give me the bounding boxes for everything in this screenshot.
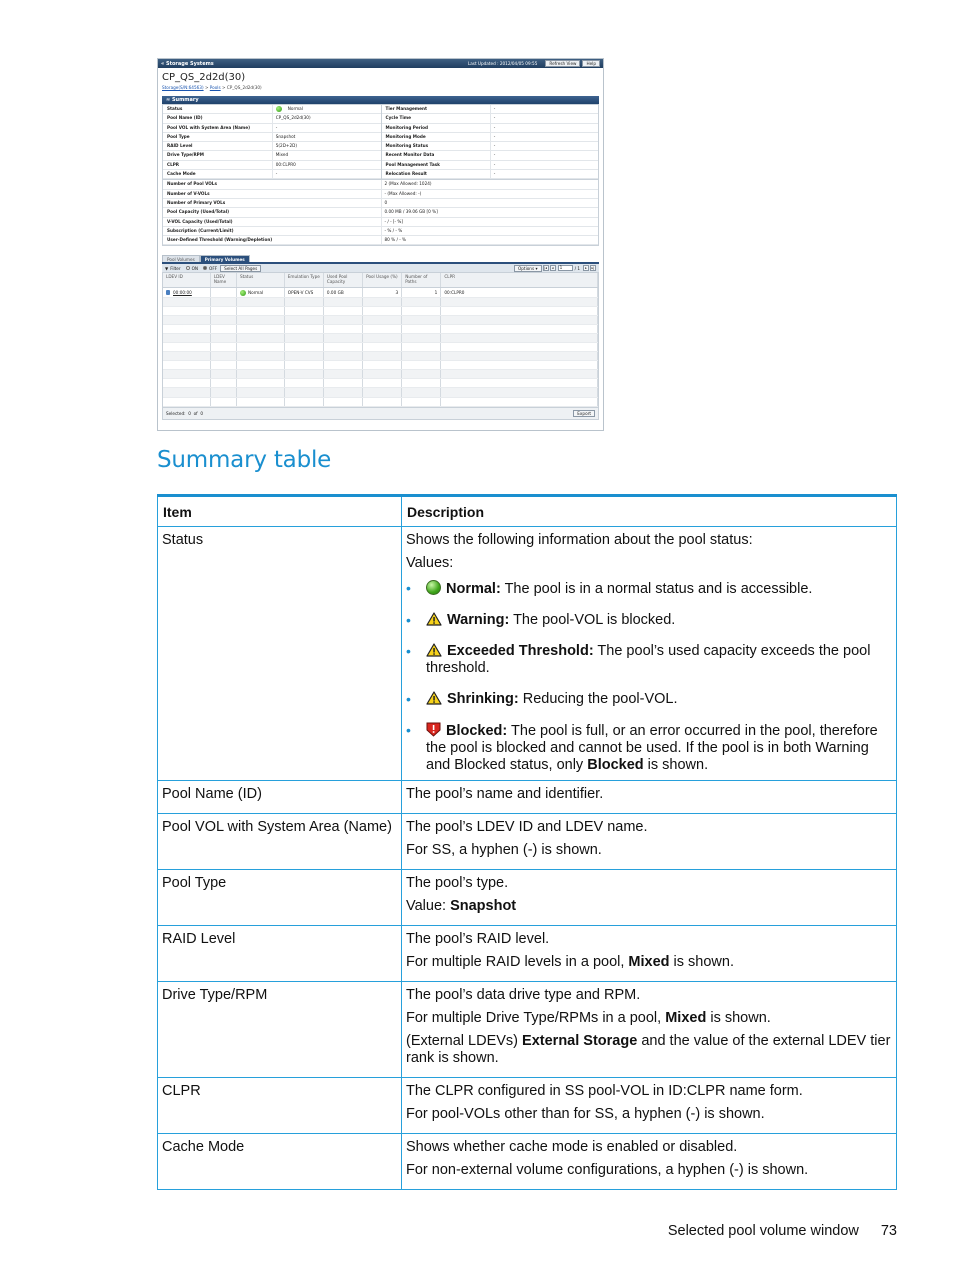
breadcrumb-current: CP_QS_2d2d(30) xyxy=(226,85,262,90)
summary-full-rows xyxy=(162,180,599,246)
summary-header[interactable] xyxy=(162,96,599,104)
grid-cell xyxy=(363,352,402,360)
grid-cell xyxy=(441,379,598,387)
grid-cell xyxy=(363,370,402,378)
description-cell: The CLPR configured in SS pool-VOL in ID:CLPR name form. For pool-VOLs other than for SS, a hyphen (-) is shown. xyxy=(402,1078,897,1134)
volume-tabs xyxy=(162,255,599,262)
grid-cell-clpr: 00:CLPR0 xyxy=(441,288,598,296)
blocked-icon xyxy=(426,722,441,737)
page-number-input[interactable]: 1 xyxy=(558,265,573,271)
table-row xyxy=(158,527,897,781)
grid-cell-ldev-id[interactable]: 00:00:00 xyxy=(163,288,211,296)
summary-value: - (Max Allowed: -) xyxy=(381,190,599,198)
grid-cell xyxy=(211,334,237,342)
item-cell: CLPR xyxy=(158,1078,402,1134)
table-row xyxy=(163,352,598,361)
first-page-icon[interactable]: |◂ xyxy=(544,266,548,271)
last-updated: Last Updated : 2012/04/05 09:55 xyxy=(467,61,538,66)
col-description-header: Description xyxy=(402,496,897,527)
grid-column-header[interactable]: LDEV ID xyxy=(163,273,211,287)
table-row xyxy=(158,982,897,1078)
summary-value: 0.00 MB / 39.06 GB [0 %] xyxy=(381,208,599,216)
grid-cell-paths: 1 xyxy=(402,288,441,296)
grid-cell xyxy=(402,388,441,396)
grid-cell xyxy=(324,325,363,333)
list-item: • Blocked: The pool is full, or an error occurred in the pool, therefore the pool is blocked and cannot be used. If the pool is in both Warning and Blocked status, only Blocked is shown. xyxy=(406,722,891,774)
summary-value: - xyxy=(490,114,598,122)
description-cell: The pool’s data drive type and RPM. For multiple Drive Type/RPMs in a pool, Mixed is shown. (External LDEVs) External Storage and the value of the external LDEV tier rank is shown. xyxy=(402,982,897,1078)
selected-count: Selected: 0 of 0 xyxy=(166,410,203,416)
summary-row xyxy=(163,124,381,133)
grid-cell-status: Normal xyxy=(237,288,285,296)
grid-cell xyxy=(324,370,363,378)
pool-window-screenshot xyxy=(157,58,604,431)
footer-section-title: Selected pool volume window xyxy=(667,1223,859,1239)
summary-row xyxy=(382,151,599,160)
tab-pool-volumes[interactable]: Pool Volumes xyxy=(162,255,200,262)
table-row xyxy=(163,298,598,307)
summary-value: 5(2D+2D) xyxy=(272,142,381,150)
grid-cell xyxy=(324,316,363,324)
summary-row xyxy=(382,170,599,179)
grid-cell xyxy=(285,398,324,406)
grid-cell xyxy=(402,379,441,387)
summary-key: V-VOL Capacity (Used/Total) xyxy=(163,218,381,226)
grid-cell xyxy=(163,316,211,324)
options-button[interactable] xyxy=(514,265,542,272)
summary-row xyxy=(382,133,599,142)
table-row xyxy=(163,370,598,379)
summary-value: - xyxy=(490,124,598,132)
description-cell: The pool’s LDEV ID and LDEV name. For SS, a hyphen (-) is shown. xyxy=(402,814,897,870)
item-cell: Pool VOL with System Area (Name) xyxy=(158,814,402,870)
filter-off-label: OFF xyxy=(209,265,218,271)
next-page-icon[interactable]: ▸ xyxy=(583,265,589,271)
grid-cell xyxy=(163,343,211,351)
table-row xyxy=(158,1134,897,1190)
table-row xyxy=(163,325,598,334)
prev-page-icon[interactable]: ◂ xyxy=(550,265,556,271)
grid-cell xyxy=(237,307,285,315)
summary-right xyxy=(381,105,599,179)
summary-value: 00:CLPR0 xyxy=(272,161,381,169)
summary-row xyxy=(163,114,381,123)
grid-cell xyxy=(441,361,598,369)
status-intro: Shows the following information about the pool status: xyxy=(406,532,753,548)
filter-label: Filter xyxy=(170,265,181,271)
grid-column-header[interactable]: Pool Usage (%) xyxy=(363,273,402,287)
table-row xyxy=(158,781,897,814)
volume-icon xyxy=(166,290,170,295)
breadcrumb-sep: > xyxy=(222,85,226,90)
summary-value: - xyxy=(272,124,381,132)
grid-column-header[interactable]: Number of Paths xyxy=(402,273,441,287)
table-row xyxy=(158,926,897,982)
grid-cell xyxy=(324,361,363,369)
list-item: • Exceeded Threshold: The pool’s used capacity exceeds the pool threshold. xyxy=(406,643,891,677)
summary-row xyxy=(163,218,598,227)
breadcrumb-storage[interactable]: Storage(S/N:64563) xyxy=(162,85,204,90)
pool-page-title: CP_QS_2d2d(30) xyxy=(162,72,246,83)
primary-volumes-grid xyxy=(162,272,599,407)
grid-cell xyxy=(402,298,441,306)
summary-value: Normal xyxy=(272,105,381,113)
grid-cell xyxy=(363,361,402,369)
grid-cell xyxy=(402,370,441,378)
summary-key: Status xyxy=(163,105,272,113)
grid-cell xyxy=(363,334,402,342)
summary-key: CLPR xyxy=(163,161,272,169)
grid-cell xyxy=(441,398,598,406)
grid-cell xyxy=(324,388,363,396)
page-number: 73 xyxy=(880,1223,897,1239)
grid-cell xyxy=(237,316,285,324)
table-row xyxy=(158,870,897,926)
summary-value: - % / - % xyxy=(381,227,599,235)
grid-cell xyxy=(363,343,402,351)
status-values-label: Values: xyxy=(406,555,454,571)
grid-cell xyxy=(324,379,363,387)
grid-cell xyxy=(163,307,211,315)
page-total: / 1 xyxy=(574,265,580,271)
summary-key: RAID Level xyxy=(163,142,272,150)
summary-row xyxy=(163,161,381,170)
grid-cell xyxy=(363,316,402,324)
summary-row xyxy=(163,105,381,114)
summary-value: - xyxy=(490,151,598,159)
grid-cell xyxy=(237,334,285,342)
col-item-header: Item xyxy=(158,496,402,527)
table-row xyxy=(163,316,598,325)
grid-body xyxy=(163,288,598,406)
grid-cell xyxy=(285,334,324,342)
item-cell: Pool Type xyxy=(158,870,402,926)
table-row xyxy=(163,343,598,352)
summary-row xyxy=(163,142,381,151)
summary-value: 0 xyxy=(381,199,599,207)
grid-cell-used: 0.00 GB xyxy=(324,288,363,296)
summary-row xyxy=(382,114,599,123)
item-cell: Drive Type/RPM xyxy=(158,982,402,1078)
chevron-down-icon: ▾ xyxy=(535,265,538,271)
table-row xyxy=(163,398,598,407)
grid-cell xyxy=(324,307,363,315)
grid-cell xyxy=(237,398,285,406)
table-row xyxy=(163,334,598,343)
summary-value: Snapshot xyxy=(272,133,381,141)
summary-value: - xyxy=(490,161,598,169)
breadcrumb-sep: > xyxy=(204,85,209,90)
grid-column-header[interactable]: Used Pool Capacity xyxy=(324,273,363,287)
collapse-icon: ≈ xyxy=(166,97,172,103)
page-footer xyxy=(668,1223,897,1239)
grid-cell xyxy=(211,388,237,396)
summary-key: Drive Type/RPM xyxy=(163,151,272,159)
filter-on-label: ON xyxy=(191,265,199,271)
table-row xyxy=(163,307,598,316)
summary-key: Pool Name (ID) xyxy=(163,114,272,122)
summary-value: - xyxy=(490,142,598,150)
normal-status-icon xyxy=(276,106,282,112)
warning-icon xyxy=(426,612,442,626)
grid-cell-ldev-name xyxy=(211,288,237,296)
summary-key: Tier Management xyxy=(382,105,490,113)
summary-value: - xyxy=(490,170,598,178)
summary-key: Pool Type xyxy=(163,133,272,141)
grid-cell xyxy=(163,361,211,369)
summary-key: Recent Monitor Data xyxy=(382,151,490,159)
summary-key: Pool VOL with System Area (Name) xyxy=(163,124,272,132)
summary-key: Relocation Result xyxy=(382,170,490,178)
list-item: • Normal: The pool is in a normal status and is accessible. xyxy=(406,580,891,598)
grid-cell xyxy=(363,398,402,406)
help-button[interactable]: Help xyxy=(582,60,600,67)
grid-column-header[interactable]: LDEV Name xyxy=(211,273,237,287)
summary-row xyxy=(163,151,381,160)
description-cell xyxy=(402,527,897,781)
normal-status-icon xyxy=(240,290,246,296)
table-row xyxy=(163,361,598,370)
summary-row xyxy=(382,142,599,151)
refresh-view-button[interactable]: Refresh View xyxy=(545,60,580,67)
grid-cell xyxy=(285,379,324,387)
grid-cell xyxy=(402,307,441,315)
grid-cell xyxy=(363,388,402,396)
grid-cell xyxy=(163,388,211,396)
table-row xyxy=(163,388,598,397)
grid-cell xyxy=(402,325,441,333)
item-cell: Cache Mode xyxy=(158,1134,402,1190)
tab-primary-volumes[interactable]: Primary Volumes xyxy=(200,255,250,262)
summary-value: - / - [- %] xyxy=(381,218,599,226)
grid-cell xyxy=(363,307,402,315)
summary-row xyxy=(163,199,598,208)
summary-value: 80 % / - % xyxy=(381,236,599,244)
grid-cell xyxy=(211,325,237,333)
grid-cell xyxy=(163,298,211,306)
grid-cell xyxy=(402,316,441,324)
filter-off-radio[interactable] xyxy=(203,266,207,270)
grid-cell xyxy=(285,325,324,333)
list-item: • Warning: The pool-VOL is blocked. xyxy=(406,612,891,629)
description-cell: The pool’s RAID level. For multiple RAID levels in a pool, Mixed is shown. xyxy=(402,926,897,982)
description-cell: The pool’s type. Value: Snapshot xyxy=(402,870,897,926)
summary-left xyxy=(163,105,381,179)
summary-key: Number of Primary VOLs xyxy=(163,199,381,207)
item-cell: Status xyxy=(158,527,402,781)
grid-cell xyxy=(363,379,402,387)
grid-cell xyxy=(441,343,598,351)
summary-row xyxy=(163,227,598,236)
summary-grid xyxy=(162,104,599,180)
summary-key: Pool Management Task xyxy=(382,161,490,169)
summary-header-label: Summary xyxy=(171,97,199,103)
last-page-icon[interactable]: ▸| xyxy=(591,266,595,271)
export-button[interactable]: Export xyxy=(573,410,595,417)
filter-on-radio[interactable] xyxy=(186,266,190,270)
grid-cell xyxy=(163,398,211,406)
double-chevron-icon: « xyxy=(161,60,166,67)
filter-icon: ▼ xyxy=(165,265,169,271)
grid-cell xyxy=(324,398,363,406)
summary-row xyxy=(163,236,598,245)
grid-cell xyxy=(211,370,237,378)
summary-value: Mixed xyxy=(272,151,381,159)
summary-row xyxy=(163,208,598,217)
summary-key: Cache Mode xyxy=(163,170,272,178)
section-heading: Summary table xyxy=(157,447,332,473)
grid-cell xyxy=(441,352,598,360)
grid-cell xyxy=(324,334,363,342)
grid-column-header[interactable]: Emulation Type xyxy=(285,273,324,287)
grid-cell xyxy=(211,398,237,406)
grid-cell xyxy=(211,343,237,351)
grid-cell xyxy=(237,298,285,306)
grid-cell xyxy=(211,352,237,360)
grid-cell xyxy=(285,352,324,360)
grid-column-header[interactable]: Status xyxy=(237,273,285,287)
table-row[interactable] xyxy=(163,288,598,297)
summary-value: - xyxy=(490,133,598,141)
table-row xyxy=(163,379,598,388)
grid-cell-emulation: OPEN-V CVS xyxy=(285,288,324,296)
grid-cell xyxy=(285,316,324,324)
summary-value: - xyxy=(272,170,381,178)
grid-cell xyxy=(237,361,285,369)
summary-value: 2 (Max Allowed: 1024) xyxy=(381,180,599,188)
warning-icon xyxy=(426,691,442,705)
breadcrumb-pools[interactable]: Pools xyxy=(209,85,221,90)
grid-cell xyxy=(441,370,598,378)
summary-key: Monitoring Period xyxy=(382,124,490,132)
grid-cell xyxy=(285,343,324,351)
filter-bar xyxy=(162,262,599,272)
grid-cell xyxy=(285,298,324,306)
item-cell: RAID Level xyxy=(158,926,402,982)
grid-cell xyxy=(163,352,211,360)
summary-key: Cycle Time xyxy=(382,114,490,122)
grid-cell xyxy=(324,352,363,360)
grid-cell xyxy=(211,307,237,315)
grid-cell xyxy=(237,370,285,378)
description-cell: The pool’s name and identifier. xyxy=(402,781,897,814)
grid-cell xyxy=(237,352,285,360)
breadcrumb xyxy=(158,85,603,92)
summary-row xyxy=(163,170,381,179)
warning-icon xyxy=(426,643,442,657)
summary-row xyxy=(163,133,381,142)
grid-cell xyxy=(324,298,363,306)
summary-key: User-Defined Threshold (Warning/Depletion) xyxy=(163,236,381,244)
grid-cell xyxy=(237,325,285,333)
grid-cell xyxy=(163,370,211,378)
grid-cell xyxy=(363,298,402,306)
grid-cell xyxy=(285,370,324,378)
grid-cell xyxy=(163,334,211,342)
summary-row xyxy=(163,190,598,199)
grid-cell xyxy=(441,307,598,315)
grid-cell xyxy=(285,361,324,369)
normal-icon xyxy=(426,580,441,595)
grid-cell xyxy=(402,398,441,406)
grid-cell xyxy=(402,343,441,351)
summary-value: - xyxy=(490,105,598,113)
options-label: Options xyxy=(517,265,535,271)
item-cell: Pool Name (ID) xyxy=(158,781,402,814)
grid-footer xyxy=(162,408,599,420)
grid-cell xyxy=(163,379,211,387)
summary-key: Number of V-VOLs xyxy=(163,190,381,198)
summary-row xyxy=(163,180,598,189)
grid-cell xyxy=(441,388,598,396)
summary-key: Monitoring Mode xyxy=(382,133,490,141)
grid-cell xyxy=(363,325,402,333)
summary-row xyxy=(382,161,599,170)
grid-cell-usage: 3 xyxy=(363,288,402,296)
grid-cell xyxy=(402,334,441,342)
grid-cell xyxy=(402,361,441,369)
grid-cell xyxy=(237,388,285,396)
summary-key: Number of Pool VOLs xyxy=(163,180,381,188)
screenshot-topbar xyxy=(158,59,603,68)
summary-value: CP_QS_2d2d(30) xyxy=(272,114,381,122)
table-row xyxy=(158,814,897,870)
grid-cell xyxy=(285,307,324,315)
grid-cell xyxy=(441,316,598,324)
summary-row xyxy=(382,105,599,114)
table-row xyxy=(158,1078,897,1134)
summary-row xyxy=(382,124,599,133)
list-item: • Shrinking: Reducing the pool-VOL. xyxy=(406,691,891,708)
grid-cell xyxy=(402,352,441,360)
summary-key: Monitoring Status xyxy=(382,142,490,150)
grid-cell xyxy=(441,325,598,333)
summary-table xyxy=(157,494,897,1190)
grid-cell xyxy=(211,361,237,369)
grid-header xyxy=(163,273,598,288)
grid-cell xyxy=(441,298,598,306)
grid-cell xyxy=(441,334,598,342)
summary-key: Pool Capacity (Used/Total) xyxy=(163,208,381,216)
grid-cell xyxy=(211,298,237,306)
grid-cell xyxy=(285,388,324,396)
grid-cell xyxy=(163,325,211,333)
grid-cell xyxy=(211,316,237,324)
grid-cell xyxy=(237,379,285,387)
grid-cell xyxy=(237,343,285,351)
grid-cell xyxy=(324,343,363,351)
select-all-pages-button[interactable]: Select All Pages xyxy=(220,265,261,272)
summary-key: Subscription (Current/Limit) xyxy=(163,227,381,235)
description-cell: Shows whether cache mode is enabled or disabled. For non-external volume configurations, a hyphen (-) is shown. xyxy=(402,1134,897,1190)
grid-column-header[interactable]: CLPR xyxy=(441,273,598,287)
status-values-list xyxy=(406,580,891,774)
storage-systems-title: Storage Systems xyxy=(165,60,214,67)
grid-cell xyxy=(211,379,237,387)
